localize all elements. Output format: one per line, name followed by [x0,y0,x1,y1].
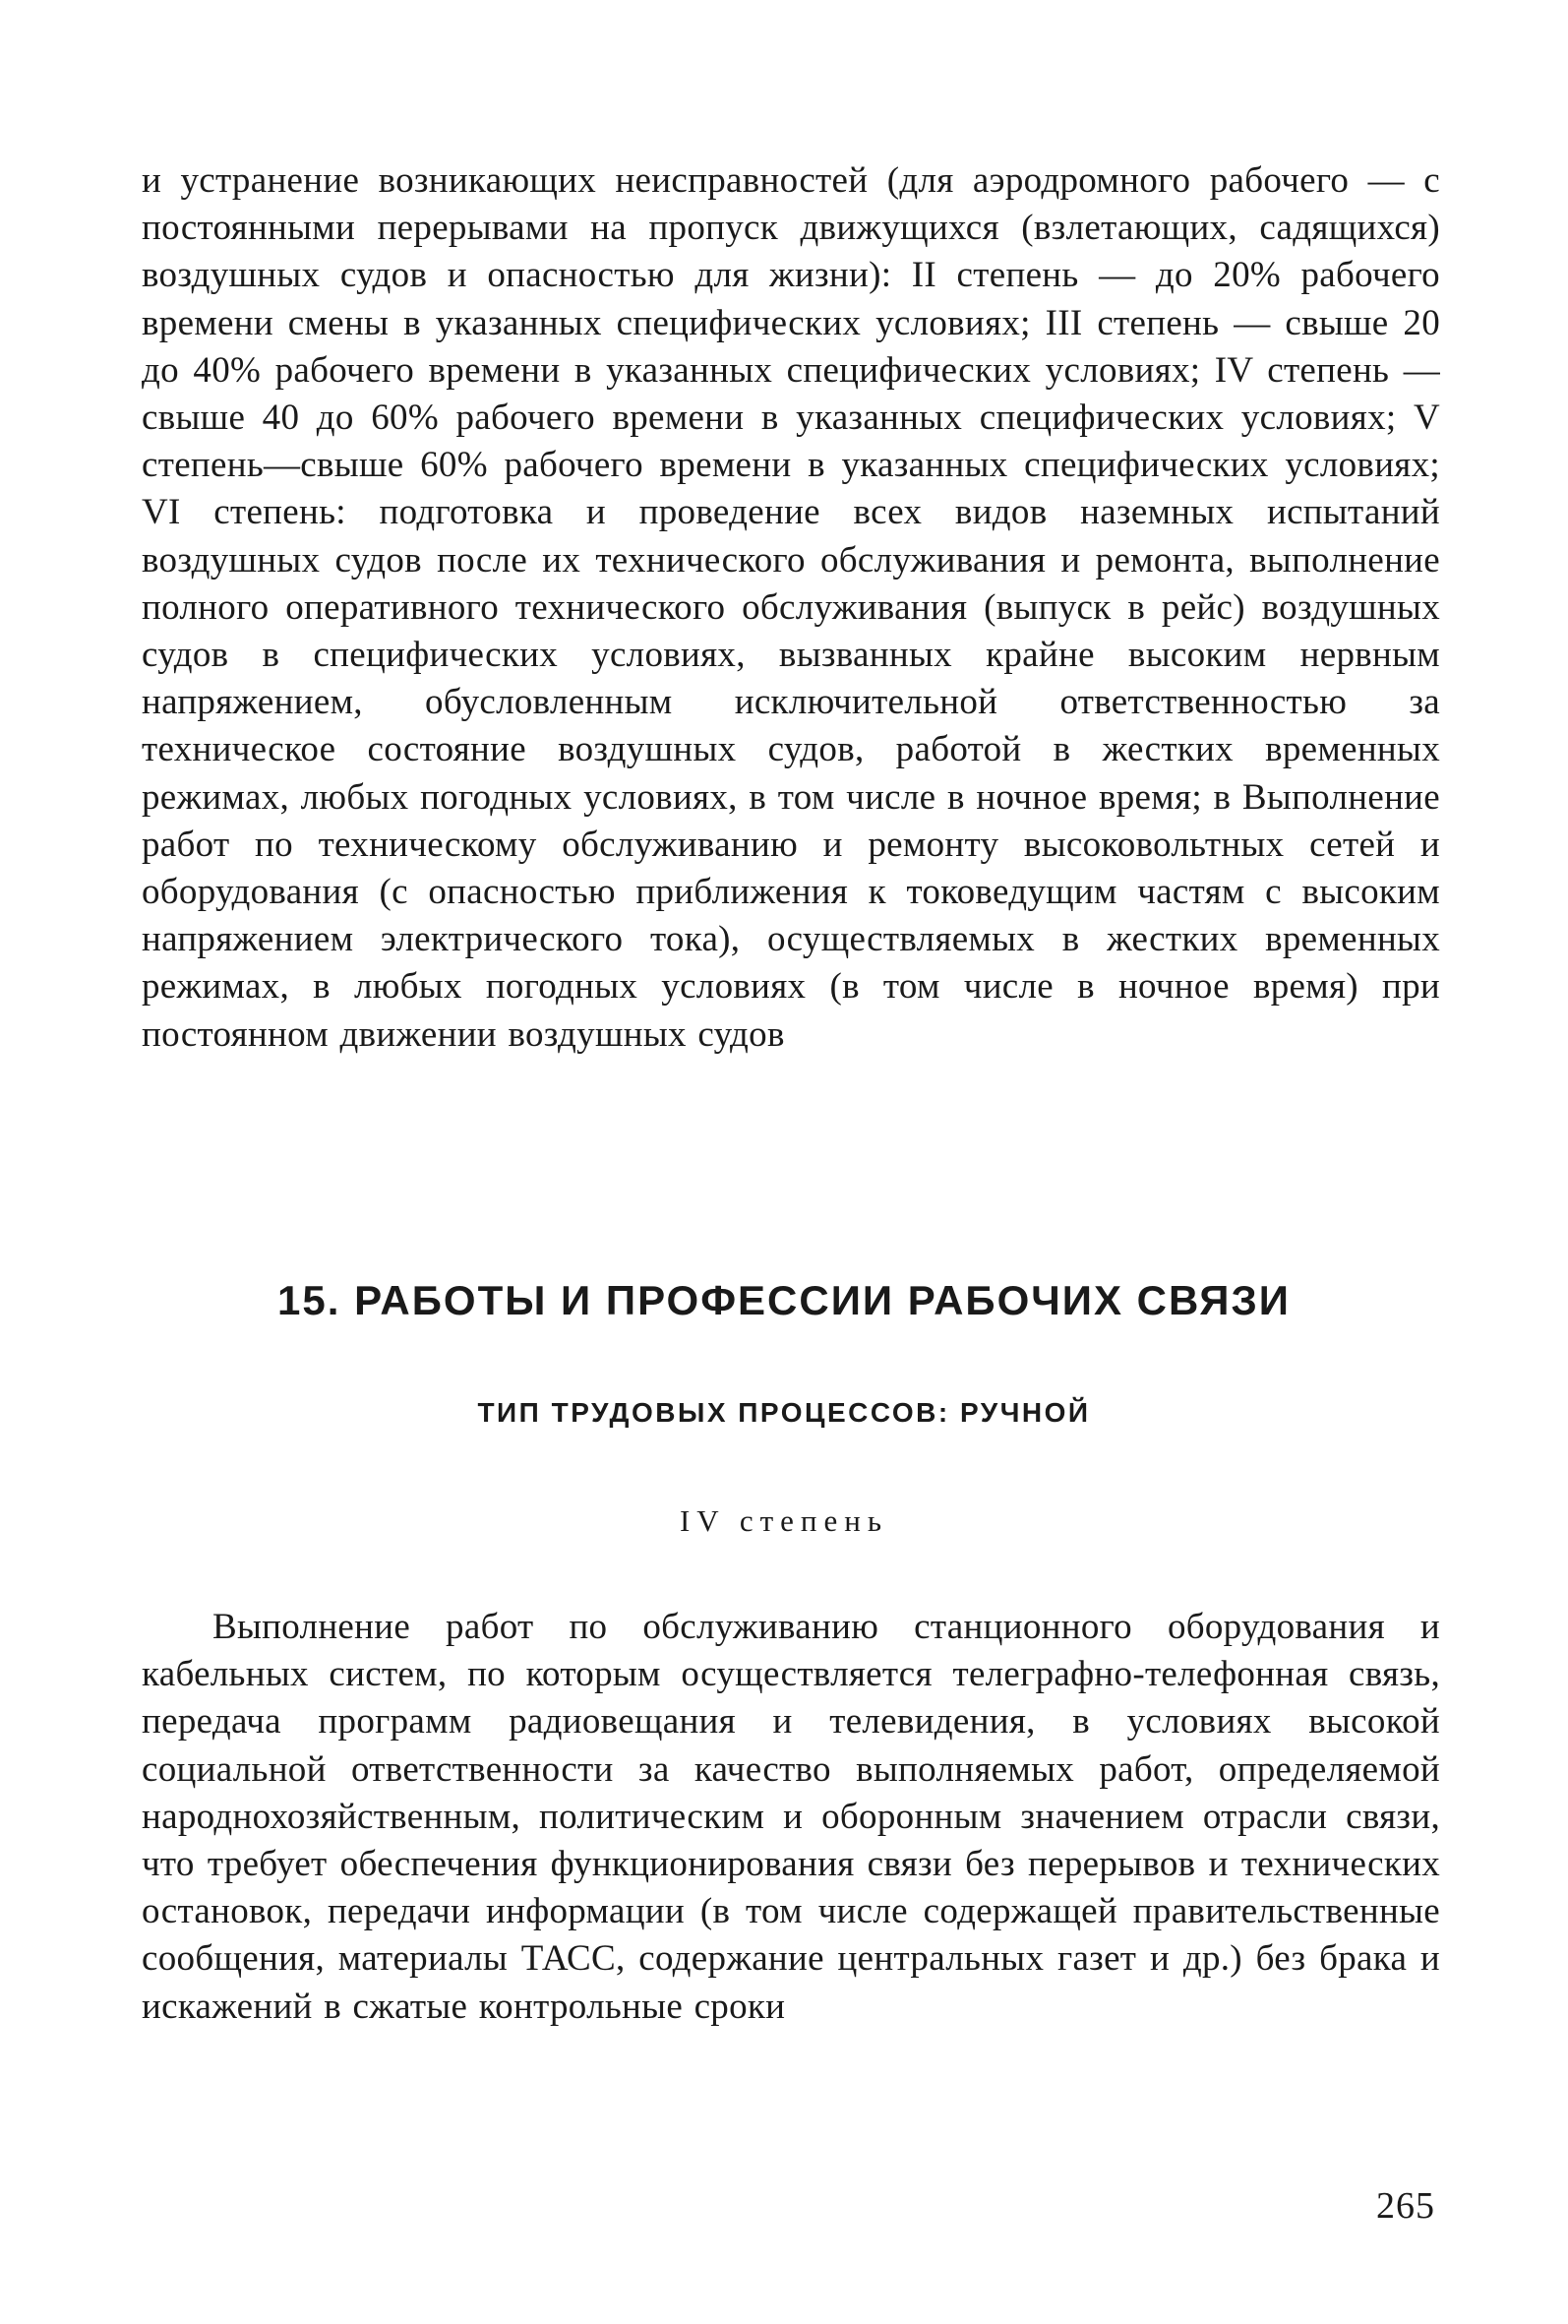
degree-label: IV степень [679,1503,889,1538]
section-paragraph: Выполнение работ по обслуживанию станционного оборудования и кабельных систем, по которым осуществляется телеграфно-телефонная связь, передача программ радиовещания и телевидения, в условиях высокой социальной ответственности за качество выполняемых работ, определяемой народнохозяйственным, политическим и оборонным значением отрасли связи, что требует обеспечения функционирования связи без перерывов и технических остановок, передачи информации (в том числе содержащей правительственные сообщения, материалы ТАСС, содержание центральных газет и др.) без брака и искажений в сжатые контрольные сроки [142,1607,1440,2027]
subsection-title: ТИП ТРУДОВЫХ ПРОЦЕССОВ: РУЧНОЙ [477,1397,1091,1428]
continuation-paragraph: и устранение возникающих неисправностей (для аэродромного рабочего — с постоянными перерывами на пропуск движущихся (взлетающих, садящихся) воздушных судов и опасностью для жизни): II степень — до 20% рабочего времени смены в указанных специфических условиях; III степень — свыше 20 до 40% рабочего времени в указанных специфических условиях; IV степень —свыше 40 до 60% рабочего времени в указанных специфических условиях; V степень—свыше 60% рабочего времени в указанных специфических условиях; VI степень: подготовка и проведение всех видов наземных испытаний воздушных судов после их технического обслуживания и ремонта, выполнение полного оперативного технического обслуживания (выпуск в рейс) воздушных судов в специфических условиях, вызванных крайне высоким нервным напряжением, обусловленным исключительной ответственностью за техническое состояние воздушных судов, работой в жестких временных режимах, любых погодных условиях, в том числе в ночное время; в Выполнение работ по техническому обслуживанию и ремонту высоковольтных сетей и оборудования (с опасностью приближения к токоведущим частям с высоким напряжением электрического тока), осуществляемых в жестких временных режимах, в любых погодных условиях (в том числе в ночное время) при постоянном движении воздушных судов [142,160,1440,1055]
page-number: 265 [1376,2185,1435,2227]
section-title: 15. РАБОТЫ И ПРОФЕССИИ РАБОЧИХ СВЯЗИ [277,1277,1291,1323]
